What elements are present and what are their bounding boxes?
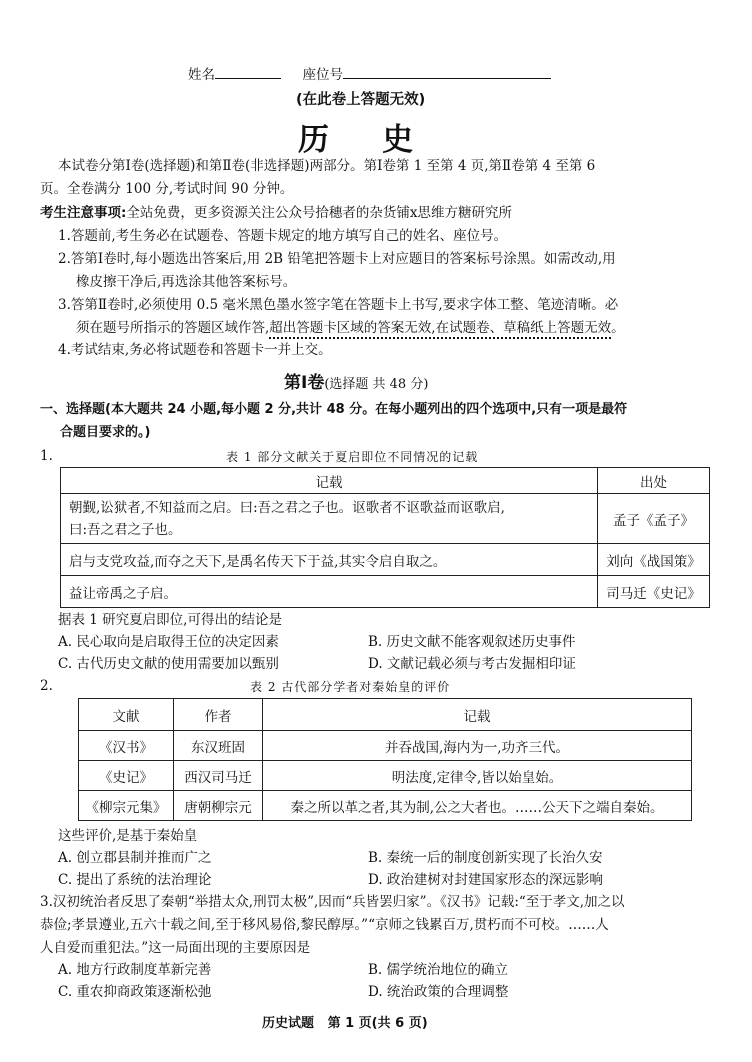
page-footer: 历史试题 第 1 页(共 6 页) <box>262 1016 428 1031</box>
q1-number: 1. <box>40 448 53 464</box>
q3-line-2: 恭俭;孝景遵业,五六十载之间,至于移风易俗,黎民醇厚。”“京师之钱累百万,贯朽而不可校。……人 <box>40 917 609 933</box>
note-3b-post: 。 <box>611 320 625 336</box>
q3-line-3: 人自爱而重犯法。”这一局面出现的主要原因是 <box>40 940 311 956</box>
q3-option-b: B. 儒学统治地位的确立 <box>368 962 509 978</box>
q2-table <box>78 698 692 821</box>
q3-option-d: D. 统治政策的合理调整 <box>368 984 509 1000</box>
q1-row3-source: 司马迁《史记》 <box>598 576 710 608</box>
note-2b: 橡皮擦干净后,再选涂其他答案标号。 <box>76 274 297 290</box>
table-row <box>61 494 710 544</box>
section-title <box>284 368 428 393</box>
name-label: 姓名 <box>188 67 215 83</box>
note-3b-emphasis: 超出答题卡区域的答案无效,在试题卷、草稿纸上答题无效 <box>269 320 611 339</box>
q1-row1-source: 孟子《孟子》 <box>598 494 710 544</box>
q1-row2-record: 启与支党攻益,而夺之天下,是禹名传天下于益,其实令启自取之。 <box>61 544 598 576</box>
notice-text: (在此卷上答题无效) <box>296 92 426 108</box>
q2-row3-doc: 《柳宗元集》 <box>79 791 174 821</box>
notes-heading <box>40 203 512 223</box>
section-title-sub: (选择题 共 48 分) <box>324 377 429 392</box>
q2-option-c: C. 提出了系统的法治理论 <box>58 872 212 888</box>
intro-line-2: 页。全卷满分 100 分,考试时间 90 分钟。 <box>40 181 294 197</box>
q2-header-record: 记载 <box>263 699 692 731</box>
q2-header-author: 作者 <box>174 699 263 731</box>
table-row <box>79 791 692 821</box>
q1-row1-record-line1: 朝觐,讼狱者,不知益而之启。曰:吾之君之子也。讴歌者不讴歌益而讴歌启, <box>69 499 505 516</box>
q3-option-a: A. 地方行政制度革新完善 <box>58 962 212 978</box>
q1-table <box>60 467 710 608</box>
section-title-main: 第Ⅰ卷 <box>284 373 325 393</box>
q2-option-b: B. 秦统一后的制度创新实现了长治久安 <box>368 850 603 866</box>
q2-option-d: D. 政治建树对封建国家形态的深远影响 <box>368 872 603 888</box>
q2-row3-author: 唐朝柳宗元 <box>174 791 263 821</box>
notes-text: 全站免费，更多资源关注公众号拾穗者的杂货铺x思维方糖研究所 <box>126 205 513 221</box>
name-field <box>188 64 551 85</box>
q2-table-header <box>79 699 692 731</box>
note-3b <box>76 318 625 338</box>
table-row <box>61 576 710 608</box>
table-row <box>61 544 710 576</box>
notes-label: 考生注意事项: <box>40 205 127 221</box>
q1-row1-record <box>61 494 598 544</box>
q2-header-doc: 文献 <box>79 699 174 731</box>
q1-option-c: C. 古代历史文献的使用需要加以甄别 <box>58 656 279 672</box>
q2-number: 2. <box>40 678 53 694</box>
q1-table-header <box>61 468 710 494</box>
q2-row2-author: 西汉司马迁 <box>174 761 263 791</box>
table-row <box>79 731 692 761</box>
seat-label: 座位号 <box>302 67 343 83</box>
q1-row1-record-line2: 曰:吾之君之子也。 <box>69 521 182 538</box>
q3-line-1: 3.汉初统治者反思了秦朝“举措太众,刑罚太极”,因而“兵皆罢归家”。《汉书》记载:“至于孝文,加之以 <box>40 894 625 910</box>
seat-blank <box>343 64 551 79</box>
q2-row1-author: 东汉班固 <box>174 731 263 761</box>
q1-header-source: 出处 <box>598 468 710 494</box>
note-3b-pre: 须在题号所指示的答题区域作答, <box>76 320 270 336</box>
q2-table-caption: 表 2 古代部分学者对秦始皇的评价 <box>250 680 451 694</box>
q1-row2-source: 刘向《战国策》 <box>598 544 710 576</box>
table-row <box>79 761 692 791</box>
q2-row2-record: 明法度,定律令,皆以始皇始。 <box>263 761 692 791</box>
q1-option-a: A. 民心取向是启取得王位的决定因素 <box>58 634 279 650</box>
note-2a: 2.答第Ⅰ卷时,每小题选出答案后,用 2B 铅笔把答题卡上对应题目的答案标号涂黑。如需改动,用 <box>58 251 616 267</box>
q1-option-d: D. 文献记载必须与考古发掘相印证 <box>368 656 576 672</box>
q2-row1-record: 并吞战国,海内为一,功齐三代。 <box>263 731 692 761</box>
q1-table-caption: 表 1 部分文献关于夏启即位不同情况的记载 <box>226 450 479 464</box>
q2-row3-record: 秦之所以革之者,其为制,公之大者也。……公天下之端自秦始。 <box>263 791 692 821</box>
note-1: 1.答题前,考生务必在试题卷、答题卡规定的地方填写自己的姓名、座位号。 <box>58 228 508 244</box>
note-4: 4.考试结束,务必将试题卷和答题卡一并上交。 <box>58 342 332 358</box>
section-instruction-1: 一、选择题(本大题共 24 小题,每小题 2 分,共计 48 分。在每小题列出的四个选项中,只有一项是最符 <box>40 402 628 417</box>
q2-row1-doc: 《汉书》 <box>79 731 174 761</box>
q2-row2-doc: 《史记》 <box>79 761 174 791</box>
intro-line-1: 本试卷分第Ⅰ卷(选择题)和第Ⅱ卷(非选择题)两部分。第Ⅰ卷第 1 至第 4 页,第Ⅱ卷第 4 至第 6 <box>58 158 596 174</box>
q1-option-b: B. 历史文献不能客观叙述历史事件 <box>368 634 576 650</box>
q1-stem: 据表 1 研究夏启即位,可得出的结论是 <box>58 612 282 628</box>
q2-option-a: A. 创立郡县制并推而广之 <box>58 850 212 866</box>
q1-header-record: 记载 <box>61 468 598 494</box>
note-3a: 3.答第Ⅱ卷时,必须使用 0.5 毫米黑色墨水签字笔在答题卡上书写,要求字体工整、笔迹清晰。必 <box>58 297 619 313</box>
q3-option-c: C. 重农抑商政策逐渐松弛 <box>58 984 212 1000</box>
page-title: 历 史 <box>298 122 416 158</box>
section-instruction-2: 合题目要求的。) <box>60 425 151 440</box>
q2-stem: 这些评价,是基于秦始皇 <box>58 828 198 844</box>
q1-row3-record: 益让帝禹之子启。 <box>61 576 598 608</box>
name-blank <box>215 64 281 79</box>
